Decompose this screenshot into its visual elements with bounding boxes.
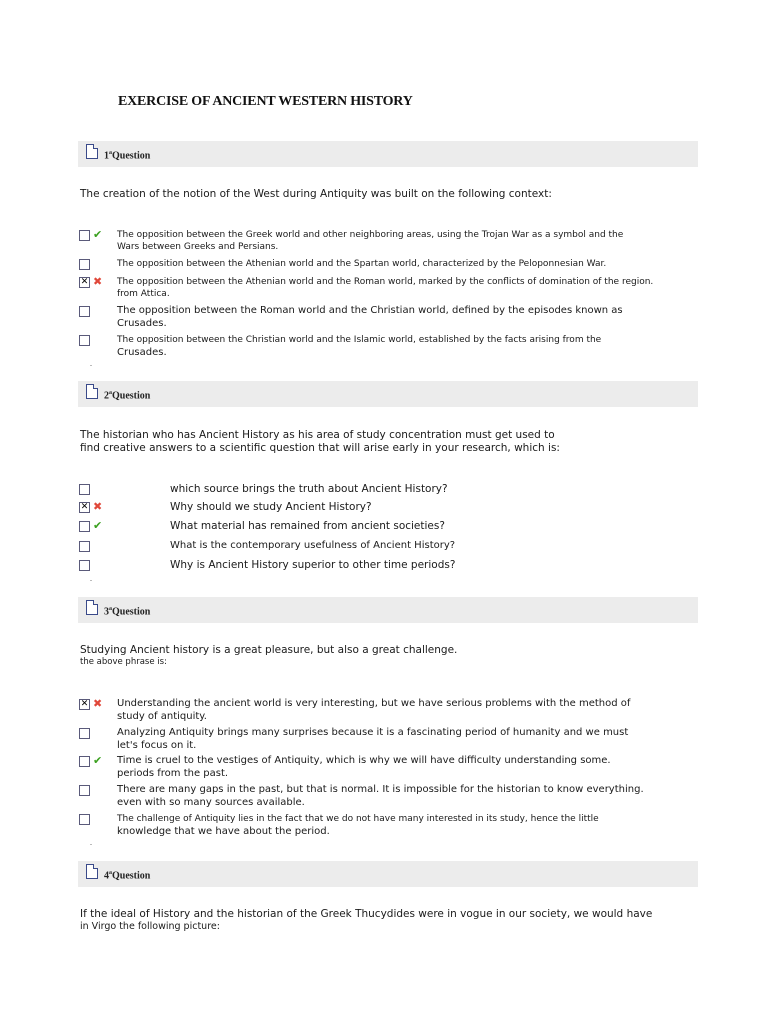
answer-checkbox[interactable] xyxy=(79,230,90,241)
answer-checkbox[interactable] xyxy=(79,756,90,767)
answer-text: Analyzing Antiquity brings many surprises because it is a fascinating period of humanity and we must let's focus on it. xyxy=(117,727,629,751)
document-icon xyxy=(86,384,98,399)
question-header-1 xyxy=(78,141,698,167)
answer-text: Why should we study Ancient History? xyxy=(170,501,372,513)
question-label: 3$^a$Question xyxy=(104,606,151,618)
question-label: 4$^a$Question xyxy=(104,870,151,882)
correct-check-icon: ✔ xyxy=(93,519,103,532)
question-prompt: Studying Ancient history is a great pleasure, but also a great challenge. xyxy=(80,644,458,656)
correct-check-icon: ✔ xyxy=(93,754,103,767)
answer-text: The challenge of Antiquity lies in the fact that we do not have many interested in its study, hence the little knowledge that we have about the period. xyxy=(117,814,599,837)
answer-checkbox[interactable]: ✕ xyxy=(80,502,89,512)
question-header-2 xyxy=(78,381,698,407)
answer-checkbox[interactable] xyxy=(79,560,90,571)
wrong-x-icon: ✖ xyxy=(93,500,103,513)
question-prompt-line2: in Virgo the following picture: xyxy=(80,921,220,932)
question-prompt: The creation of the notion of the West during Antiquity was built on the following context: xyxy=(80,188,552,200)
document-icon xyxy=(86,144,98,159)
question-header-4 xyxy=(78,861,698,887)
answer-checkbox[interactable] xyxy=(79,259,90,270)
answer-checkbox[interactable]: ✕ xyxy=(80,699,89,709)
answer-checkbox[interactable] xyxy=(79,728,90,739)
question-prompt: If the ideal of History and the historian of the Greek Thucydides were in vogue in our society, we would have xyxy=(80,908,653,920)
answer-checkbox[interactable] xyxy=(79,785,90,796)
question-label: 1$^a$Question xyxy=(104,150,151,162)
answer-text: Understanding the ancient world is very interesting, but we have serious problems with the method of study of antiquity. xyxy=(117,698,631,722)
answer-text: The opposition between the Christian world and the Islamic world, established by the facts arising from the Crusades. xyxy=(117,335,602,358)
answer-checkbox[interactable] xyxy=(79,541,90,552)
separator-dot xyxy=(90,844,92,845)
separator-dot xyxy=(90,365,92,366)
document-icon xyxy=(86,864,98,879)
document-icon xyxy=(86,600,98,615)
answer-text: The opposition between the Athenian world and the Spartan world, characterized by the Peloponnesian War. xyxy=(117,259,607,269)
answer-text: There are many gaps in the past, but that is normal. It is impossible for the historian to know everything. even with so many sources available. xyxy=(117,784,644,808)
answer-text: Why is Ancient History superior to other time periods? xyxy=(170,559,456,571)
question-header-3 xyxy=(78,597,698,623)
answer-text: What is the contemporary usefulness of Ancient History? xyxy=(170,540,456,551)
separator-dot xyxy=(90,580,92,581)
answer-checkbox[interactable] xyxy=(79,335,90,346)
answer-checkbox[interactable] xyxy=(79,521,90,532)
correct-check-icon: ✔ xyxy=(93,228,103,241)
answer-checkbox[interactable] xyxy=(79,484,90,495)
answer-text: The opposition between the Roman world and the Christian world, defined by the episodes known as Crusades. xyxy=(117,305,623,329)
answer-text: The opposition between the Athenian world and the Roman world, marked by the conflicts of domination of the region. from Attica. xyxy=(117,277,654,299)
answer-text: which source brings the truth about Ancient History? xyxy=(170,483,448,495)
wrong-x-icon: ✖ xyxy=(93,697,103,710)
question-subprompt: the above phrase is: xyxy=(80,657,167,667)
answer-text: The opposition between the Greek world and other neighboring areas, using the Trojan War as a symbol and the Wars between Greeks and Persians. xyxy=(117,230,624,252)
answer-checkbox[interactable] xyxy=(79,814,90,825)
page-title: EXERCISE OF ANCIENT WESTERN HISTORY xyxy=(118,94,413,109)
answer-checkbox[interactable]: ✕ xyxy=(80,277,89,287)
wrong-x-icon: ✖ xyxy=(93,275,103,288)
answer-checkbox[interactable] xyxy=(79,306,90,317)
answer-text: What material has remained from ancient societies? xyxy=(170,520,445,532)
question-prompt: The historian who has Ancient History as his area of study concentration must get used to find creative answers to a scientific question that will arise early in your research, which is: xyxy=(80,429,560,454)
question-label: 2$^a$Question xyxy=(104,390,151,402)
answer-text: Time is cruel to the vestiges of Antiquity, which is why we will have difficulty understanding some. periods from the past. xyxy=(117,755,611,779)
